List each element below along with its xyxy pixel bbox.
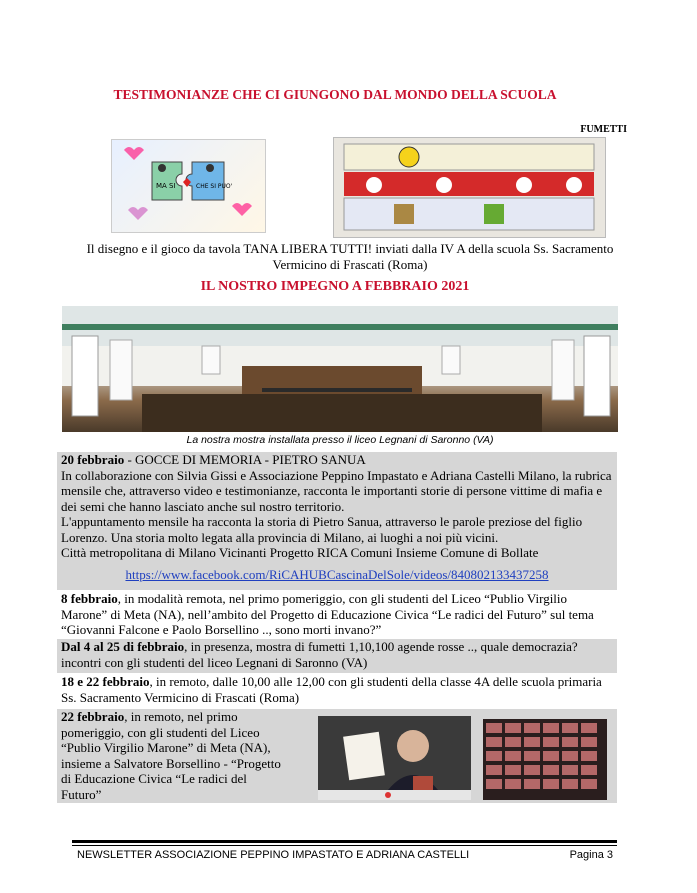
video-call-illustration xyxy=(318,716,471,800)
event-heading xyxy=(61,452,613,468)
puzzle-text-left: MA SI xyxy=(156,182,176,190)
board-game-illustration xyxy=(334,138,605,237)
exhibition-photo xyxy=(62,306,618,432)
event-body: , in presenza, mostra di fumetti 1,10,100 agende rosse .., quale democrazia? incontri con gli studenti del liceo Legnani di Saronno (VA) xyxy=(61,639,578,670)
event-body: , in modalità remota, nel primo pomeriggio, con gli studenti del Liceo “Publio Virgilio Marone” di Meta (NA), nell’ambito del Progetto di Educazione Civica “Le radici del Futuro” sul tema “Giovanni Falcone e Paolo Borsellino .., sono morti invano?” xyxy=(61,591,594,637)
event-date: 20 febbraio xyxy=(61,452,125,467)
puzzle-illustration xyxy=(112,140,265,232)
puzzle-drawing-image xyxy=(111,139,266,233)
event-text xyxy=(61,709,281,802)
event-body: , in remoto, dalle 10,00 alle 12,00 con gli studenti della classe 4A delle scuola primaria Ss. Sacramento Vermicino di Frascati (Roma) xyxy=(61,674,602,705)
event-body: , in remoto, nel primo pomeriggio, con gli studenti del Liceo “Publio Virgilio Marone” di Meta (NA), insieme a Salvatore Borsellino - “Progetto di Educazione Civica “Le radici del Futuro” xyxy=(61,709,281,802)
facebook-video-link[interactable]: https://www.facebook.com/RiCAHUBCascinaDelSole/videos/840802133437258 xyxy=(125,566,549,582)
event-4-25-febbraio xyxy=(57,639,617,673)
event-18-22-febbraio xyxy=(57,674,617,708)
footer-newsletter-title: NEWSLETTER ASSOCIAZIONE PEPPINO IMPASTATO E ADRIANA CASTELLI xyxy=(77,849,470,861)
event-body-1: In collaborazione con Silvia Gissi e Associazione Peppino Impastato e Adriana Castelli Milano, la rubrica mensile che, attraverso video e testimonianze, racconta le importanti storie di persone vittime di mafia e dei semi che hanno lasciato anche sul nostro territorio. xyxy=(61,467,612,514)
exhibition-illustration xyxy=(62,306,618,432)
page-heading: TESTIMONIANZE CHE CI GIUNGONO DAL MONDO DELLA SCUOLA xyxy=(113,87,557,102)
participants-grid-illustration xyxy=(483,719,607,800)
drawing-caption: Il disegno e il gioco da tavola TANA LIBERA TUTTI! inviati dalla IV A della scuola Ss. Sacramento Vermicino di Frascati (Roma) xyxy=(86,241,614,272)
event-date: 8 febbraio xyxy=(61,591,118,606)
footer-divider-thin xyxy=(72,845,617,846)
video-call-photo xyxy=(318,716,471,800)
event-body-2: L'appuntamento mensile ha racconta la storia di Pietro Sanua, attraverso le parole preziose del figlio Lorenzo. Una storia molto legata alla provincia di Milano, ai luoghi a noi più vicini. xyxy=(61,514,583,545)
footer-divider-thick xyxy=(72,840,617,843)
event-title: - GOCCE DI MEMORIA - PIETRO SANUA xyxy=(124,452,366,467)
event-date: Dal 4 al 25 di febbraio xyxy=(61,639,185,654)
footer-page-number: Pagina 3 xyxy=(569,849,613,861)
board-game-image xyxy=(333,137,606,238)
event-gocce-di-memoria xyxy=(57,452,617,590)
event-date: 22 febbraio xyxy=(61,709,125,724)
section-title: IL NOSTRO IMPEGNO A FEBBRAIO 2021 xyxy=(200,279,470,294)
participants-grid-photo xyxy=(483,719,607,800)
event-date: 18 e 22 febbraio xyxy=(61,674,150,689)
event-body-3: Città metropolitana di Milano Vicinanti Progetto RICA Comuni Insieme Comune di Bollate xyxy=(61,545,539,560)
event-8-febbraio xyxy=(57,591,617,638)
puzzle-text-right: CHE SI PUO' xyxy=(196,183,233,190)
section-tag: FUMETTI xyxy=(580,124,627,135)
exhibition-caption: La nostra mostra installata presso il liceo Legnani di Saronno (VA) xyxy=(186,434,494,446)
